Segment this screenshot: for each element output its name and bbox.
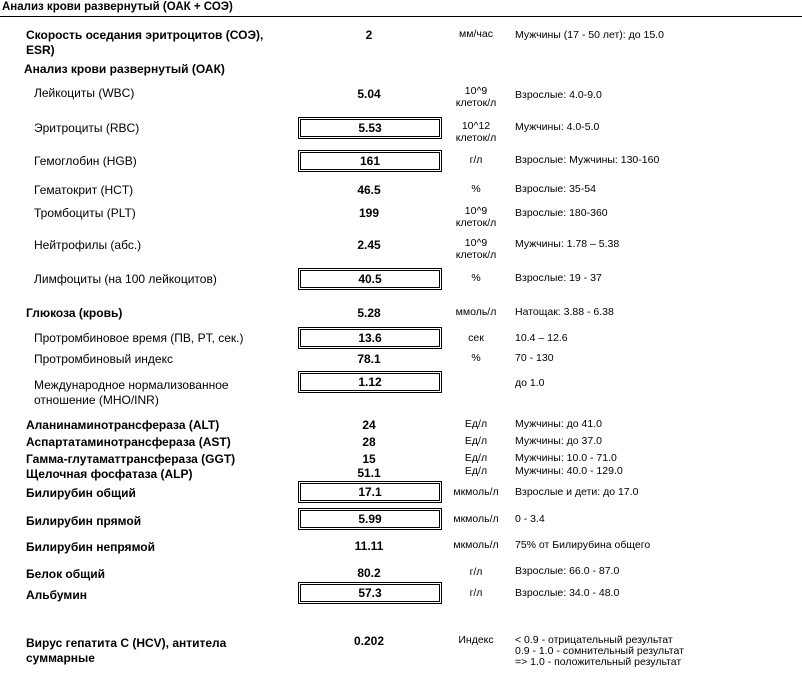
flagged-value: 161 bbox=[300, 152, 440, 170]
test-name: Аланинаминотрансфераза (ALT) bbox=[26, 418, 220, 432]
flagged-value: 5.99 bbox=[300, 510, 440, 528]
unit: 10^9 bbox=[464, 85, 488, 97]
test-name: Международное нормализованное bbox=[34, 378, 229, 392]
flagged-value: 1.12 bbox=[300, 373, 440, 391]
reference-range: Взрослые: Мужчины: 130-160 bbox=[515, 154, 660, 166]
unit: 10^9 bbox=[464, 237, 488, 249]
reference-range: 70 - 130 bbox=[515, 352, 554, 364]
test-name: Гемоглобин (HGB) bbox=[34, 154, 137, 168]
reference-range: Взрослые и дети: до 17.0 bbox=[515, 486, 639, 498]
test-name: Билирубин прямой bbox=[26, 514, 142, 528]
test-name: Протромбиновый индекс bbox=[34, 352, 173, 366]
test-name: Глюкоза (кровь) bbox=[26, 306, 123, 320]
flagged-value: 57.3 bbox=[300, 584, 440, 602]
unit-cont: клеток/л bbox=[455, 97, 497, 109]
test-value: 5.28 bbox=[357, 306, 381, 320]
report-header bbox=[0, 0, 802, 17]
reference-range: Взрослые: 180-360 bbox=[515, 207, 608, 219]
unit: мкмоль/л bbox=[453, 539, 499, 551]
test-name: Вирус гепатита С (HCV), антитела bbox=[26, 636, 227, 650]
reference-range: Мужчины (17 - 50 лет): до 15.0 bbox=[515, 29, 664, 41]
unit: % bbox=[471, 272, 481, 284]
section-title: Анализ крови развернутый (ОАК) bbox=[24, 62, 225, 76]
test-value: 11.11 bbox=[354, 539, 384, 553]
test-value: 2 bbox=[365, 28, 373, 42]
unit: г/л bbox=[469, 154, 483, 166]
reference-range: Мужчины: 4.0-5.0 bbox=[515, 121, 600, 133]
reference-range: Мужчины: до 37.0 bbox=[515, 435, 602, 447]
test-value: 15 bbox=[362, 452, 376, 466]
unit: г/л bbox=[469, 566, 483, 578]
unit-cont: клеток/л bbox=[455, 249, 497, 261]
test-value: 46.5 bbox=[357, 183, 381, 197]
reference-range: Мужчины: 1.78 – 5.38 bbox=[515, 238, 620, 250]
test-value: 5.04 bbox=[357, 87, 381, 101]
flagged-value: 5.53 bbox=[300, 119, 440, 137]
unit-cont: клеток/л bbox=[455, 132, 497, 144]
unit: мм/час bbox=[459, 28, 493, 40]
flagged-value: 17.1 bbox=[300, 483, 440, 501]
unit: % bbox=[471, 352, 481, 364]
test-value: 24 bbox=[362, 418, 376, 432]
report-title: Анализ крови развернутый (ОАК + СОЭ) bbox=[2, 1, 233, 13]
unit: 10^12 bbox=[461, 120, 491, 132]
test-value: 28 bbox=[362, 435, 376, 449]
reference-range: Взрослые: 66.0 - 87.0 bbox=[515, 565, 620, 577]
flagged-value: 40.5 bbox=[300, 270, 440, 288]
test-name: Щелочная фосфатаза (ALP) bbox=[26, 467, 193, 481]
test-value: 0.202 bbox=[353, 634, 385, 648]
reference-range: Взрослые: 4.0-9.0 bbox=[515, 89, 602, 101]
test-name: Гематокрит (HCT) bbox=[34, 183, 134, 197]
reference-range: 10.4 – 12.6 bbox=[515, 332, 568, 344]
reference-range: до 1.0 bbox=[515, 377, 545, 389]
unit: Ед/л bbox=[464, 418, 488, 430]
test-name-cont: отношение (МНО/INR) bbox=[34, 393, 159, 407]
reference-range: Взрослые: 35-54 bbox=[515, 183, 596, 195]
test-name: Билирубин общий bbox=[26, 486, 136, 500]
test-name: Лимфоциты (на 100 лейкоцитов) bbox=[34, 272, 217, 286]
test-name-cont: суммарные bbox=[26, 651, 95, 665]
test-name-cont: ESR) bbox=[26, 43, 55, 57]
unit: Ед/л bbox=[464, 465, 488, 477]
test-value: 2.45 bbox=[357, 238, 381, 252]
test-value: 80.2 bbox=[357, 566, 381, 580]
test-value: 78.1 bbox=[357, 352, 381, 366]
test-name: Аспартатаминотрансфераза (AST) bbox=[26, 435, 231, 449]
unit: Ед/л bbox=[464, 435, 488, 447]
test-name: Эритроциты (RBC) bbox=[34, 121, 140, 135]
test-name: Гамма-глутаматтрансфераза (GGT) bbox=[26, 452, 236, 466]
unit: Индекс bbox=[458, 634, 494, 646]
test-value: 51.1 bbox=[357, 466, 381, 480]
test-name: Протромбиновое время (ПВ, PT, сек.) bbox=[34, 331, 244, 345]
unit: 10^9 bbox=[464, 205, 488, 217]
reference-range: 0 - 3.4 bbox=[515, 513, 545, 525]
test-name: Альбумин bbox=[26, 588, 87, 602]
test-name: Белок общий bbox=[26, 567, 106, 581]
test-name: Лейкоциты (WBC) bbox=[34, 86, 135, 100]
test-name: Билирубин непрямой bbox=[26, 540, 155, 554]
reference-range: Взрослые: 19 - 37 bbox=[515, 272, 602, 284]
unit: г/л bbox=[469, 587, 483, 599]
flagged-value: 13.6 bbox=[300, 329, 440, 347]
reference-range: Мужчины: до 41.0 bbox=[515, 418, 602, 430]
unit: Ед/л bbox=[464, 452, 488, 464]
unit: мкмоль/л bbox=[453, 486, 499, 498]
reference-range: Натощак: 3.88 - 6.38 bbox=[515, 306, 614, 318]
test-name: Тромбоциты (PLT) bbox=[34, 206, 136, 220]
reference-range: 75% от Билирубина общего bbox=[515, 539, 651, 551]
reference-range-cont: => 1.0 - положительный результат bbox=[515, 656, 682, 668]
reference-range: Мужчины: 10.0 - 71.0 bbox=[515, 452, 617, 464]
unit: ммоль/л bbox=[455, 306, 497, 318]
unit: мкмоль/л bbox=[453, 513, 499, 525]
test-name: Нейтрофилы (абс.) bbox=[34, 238, 142, 252]
unit: % bbox=[471, 183, 481, 195]
test-name: Скорость оседания эритроцитов (СОЭ), bbox=[26, 28, 264, 42]
reference-range: Взрослые: 34.0 - 48.0 bbox=[515, 587, 620, 599]
unit-cont: клеток/л bbox=[455, 217, 497, 229]
reference-range: Мужчины: 40.0 - 129.0 bbox=[515, 465, 623, 477]
reference-range-cont: 0.9 - 1.0 - сомнительный результат bbox=[515, 645, 684, 657]
unit: сек bbox=[468, 332, 484, 344]
reference-range: < 0.9 - отрицательный результат bbox=[515, 634, 673, 646]
test-value: 199 bbox=[358, 206, 380, 220]
